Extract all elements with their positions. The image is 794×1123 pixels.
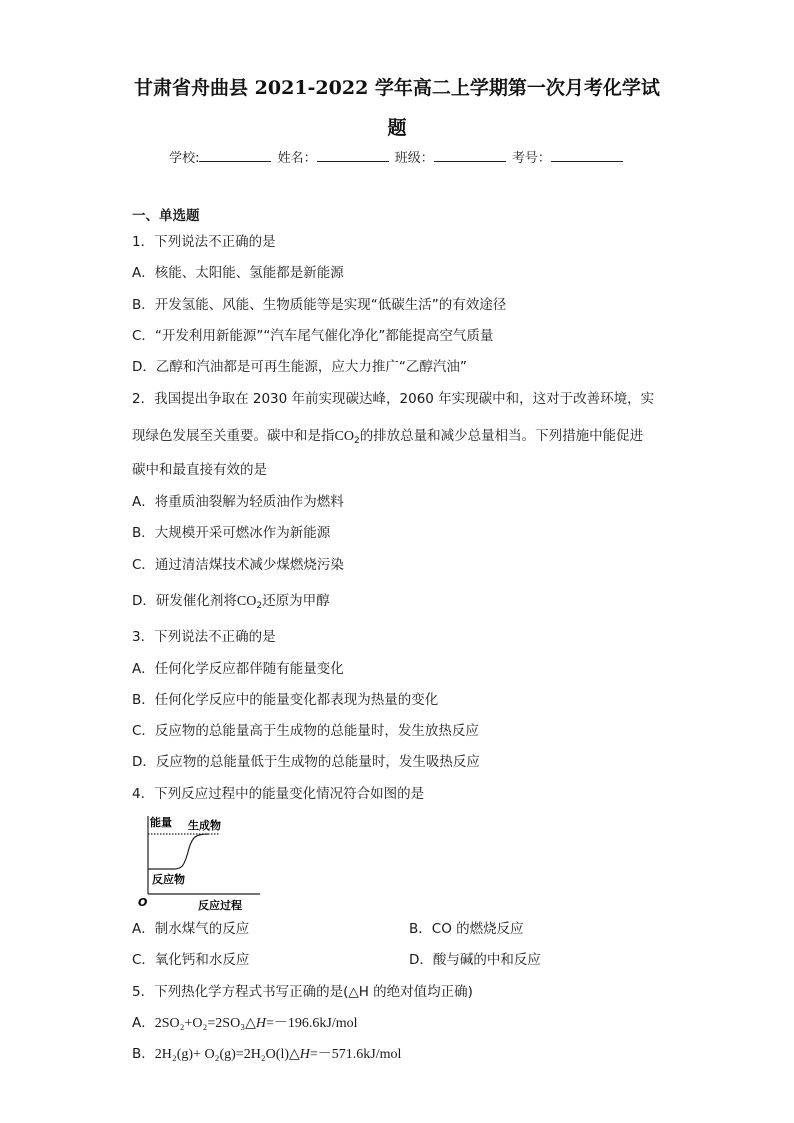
q4-option-a: A．制水煤气的反应 (132, 921, 250, 937)
q5-option-b-h: H (299, 1047, 310, 1062)
q4-option-b: B．CO 的燃烧反应 (409, 921, 524, 937)
q2-stem-line-2 (132, 428, 643, 449)
q5-option-b (132, 1046, 401, 1063)
q3-stem: 3．下列说法不正确的是 (132, 629, 276, 645)
school-field[interactable] (199, 149, 271, 162)
q5-option-a-equation: 2SO₂+O₂=2SO₃△ (154, 1016, 256, 1031)
q1-option-d: D．乙醇和汽油都是可再生能源，应大力推广“乙醇汽油” (132, 359, 467, 375)
q4-option-c: C．氧化钙和水反应 (132, 952, 250, 968)
class-label: 班级： (394, 151, 434, 166)
q2-option-d (132, 593, 330, 614)
q1-option-c: C．“开发利用新能源”“汽车尾气催化净化”都能提高空气质量 (132, 328, 494, 344)
q2-option-b: B．大规模开采可燃冰作为新能源 (132, 525, 331, 541)
q2-stem-line-2-pre: 现绿色发展至关重要。碳中和是指 (132, 428, 335, 444)
q5-option-b-equation: 2H₂(g)+ O₂(g)=2H₂O(l)△ (154, 1047, 300, 1062)
reactant-label: 反应物 (152, 873, 185, 886)
q4-option-d: D．酸与碱的中和反应 (409, 952, 541, 968)
q2-d-co-formula: CO (236, 594, 257, 609)
x-axis-label: 反应过程 (198, 899, 242, 912)
q2-stem-line-2-post: 的排放总量和减少总量相当。下列措施中能促进 (359, 428, 644, 444)
energy-curve (174, 834, 208, 869)
q2-co-formula: CO (334, 429, 354, 444)
q3-option-a: A．任何化学反应都伴随有能量变化 (132, 661, 344, 677)
q5-option-b-label: B． (132, 1046, 155, 1062)
product-label: 生成物 (188, 819, 221, 832)
q3-option-d: D．反应物的总能量低于生成物的总能量时，发生吸热反应 (132, 754, 480, 770)
name-field[interactable] (317, 149, 389, 162)
energy-diagram (132, 810, 272, 915)
section-title: 一、单选题 (132, 208, 200, 224)
q5-option-a-value: =－196.6kJ/mol (265, 1016, 358, 1031)
q2-stem-line-1: 2．我国提出争取在 2030 年前实现碳达峰，2060 年实现碳中和，这对于改善环境，实 (132, 391, 655, 407)
y-axis-label: 能量 (150, 816, 172, 829)
school-label: 学校: (169, 151, 200, 166)
q2-co-subscript: 2 (353, 436, 360, 446)
q4-stem: 4．下列反应过程中的能量变化情况符合如图的是 (132, 786, 425, 802)
q3-option-c: C．反应物的总能量高于生成物的总能量时，发生放热反应 (132, 723, 479, 739)
q5-option-a (132, 1015, 358, 1032)
q2-option-c: C．通过清洁煤技术减少煤燃烧污染 (132, 557, 344, 573)
q5-option-a-h: H (255, 1016, 266, 1031)
q5-option-a-label: A． (132, 1015, 155, 1031)
q2-option-d-pre: D．研发催化剂将 (132, 593, 237, 609)
q5-option-b-value: =－571.6kJ/mol (309, 1047, 402, 1062)
origin-label: O (138, 896, 148, 909)
class-field[interactable] (434, 149, 506, 162)
exam-title-line-2: 题 (387, 117, 407, 139)
q2-stem-line-3: 碳中和最直接有效的是 (132, 462, 267, 478)
student-info-row (0, 147, 794, 166)
q2-d-co-subscript: 2 (256, 601, 263, 611)
q3-option-b: B．任何化学反应中的能量变化都表现为热量的变化 (132, 692, 439, 708)
q2-option-d-post: 还原为甲醇 (262, 593, 330, 609)
q1-stem: 1．下列说法不正确的是 (132, 234, 276, 250)
q2-option-a: A．将重质油裂解为轻质油作为燃料 (132, 494, 344, 510)
q1-option-a: A．核能、太阳能、氢能都是新能源 (132, 265, 344, 281)
q1-option-b: B．开发氢能、风能、生物质能等是实现“低碳生活”的有效途径 (132, 297, 507, 313)
id-label: 考号： (511, 151, 551, 166)
id-field[interactable] (551, 149, 623, 162)
q5-stem: 5．下列热化学方程式书写正确的是(△H 的绝对值均正确) (132, 984, 473, 1000)
exam-title-line-1: 甘肃省舟曲县 2021-2022 学年高二上学期第一次月考化学试 (134, 77, 660, 99)
name-label: 姓名： (277, 151, 317, 166)
